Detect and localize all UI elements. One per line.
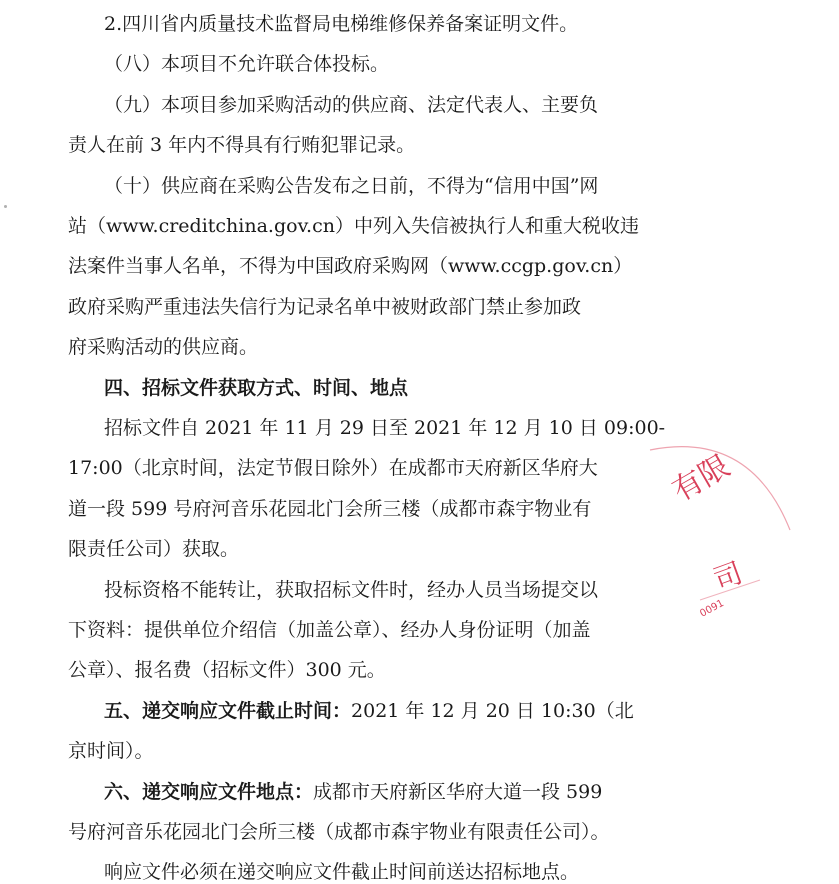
line-text: 号府河音乐花园北门会所三楼（成都市森宇物业有限责任公司）。 — [68, 821, 610, 843]
text-line — [104, 376, 839, 400]
line-text: 站（www.creditchina.gov.cn）中列入失信被执行人和重大税收违 — [68, 215, 639, 237]
text-line — [104, 699, 839, 723]
text-line — [104, 12, 839, 36]
line-text: 下资料：提供单位介绍信（加盖公章）、经办人身份证明（加盖 — [68, 619, 591, 641]
line-text: （九）本项目参加采购活动的供应商、法定代表人、主要负 — [104, 93, 599, 116]
text-line — [104, 780, 839, 804]
section-heading: 六、递交响应文件地点： — [104, 780, 314, 803]
text-line — [68, 820, 803, 844]
text-line — [68, 254, 803, 278]
text-line — [68, 335, 803, 359]
text-line — [68, 658, 803, 682]
section-heading: 五、递交响应文件截止时间： — [104, 699, 352, 722]
line-text: 法案件当事人名单，不得为中国政府采购网（www.ccgp.gov.cn） — [68, 255, 633, 278]
seal-number: 0091 — [698, 597, 726, 620]
seal-text-2: 司 — [709, 555, 747, 597]
section-heading: 四、招标文件获取方式、时间、地点 — [104, 376, 409, 399]
line-text: （十）供应商在采购公告发布之日前，不得为“信用中国”网 — [104, 174, 599, 197]
text-line — [68, 618, 803, 642]
text-line — [68, 133, 803, 157]
line-text: 投标资格不能转让，获取招标文件时，经办人员当场提交以 — [104, 578, 599, 601]
line-text: 2021 年 12 月 20 日 10:30（北 — [351, 699, 634, 722]
line-text: 成都市天府新区华府大道一段 599 — [313, 780, 603, 803]
text-line — [68, 497, 803, 521]
line-text: 责人在前 3 年内不得具有行贿犯罪记录。 — [68, 134, 416, 157]
line-text: 招标文件自 2021 年 11 月 29 日至 2021 年 12 月 10 日 09:00- — [104, 417, 666, 439]
line-text: 公章）、报名费（招标文件）300 元。 — [68, 659, 386, 682]
line-text: 响应文件必须在递交响应文件截止时间前送达招标地点。 — [104, 861, 580, 884]
text-line — [68, 295, 803, 319]
line-text: 京时间）。 — [68, 740, 154, 763]
text-line — [104, 174, 839, 198]
text-line — [68, 456, 803, 480]
text-line — [104, 52, 839, 76]
text-line — [104, 578, 839, 602]
line-text: 府采购活动的供应商。 — [68, 336, 259, 359]
text-line — [68, 214, 803, 238]
text-line — [104, 416, 839, 440]
line-text: 道一段 599 号府河音乐花园北门会所三楼（成都市森宇物业有 — [68, 497, 592, 520]
line-text: 17:00（北京时间，法定节假日除外）在成都市天府新区华府大 — [68, 457, 598, 480]
line-text: （八）本项目不允许联合体投标。 — [104, 53, 390, 76]
text-line — [104, 860, 839, 884]
line-text: 2.四川省内质量技术监督局电梯维修保养备案证明文件。 — [104, 13, 579, 35]
scan-speck — [4, 205, 7, 208]
line-text: 政府采购严重违法失信行为记录名单中被财政部门禁止参加政 — [68, 295, 582, 318]
text-line — [104, 93, 839, 117]
text-line — [68, 739, 803, 763]
text-line — [68, 537, 803, 561]
seal-text-1: 有限 — [666, 448, 736, 509]
line-text: 限责任公司）获取。 — [68, 538, 240, 561]
